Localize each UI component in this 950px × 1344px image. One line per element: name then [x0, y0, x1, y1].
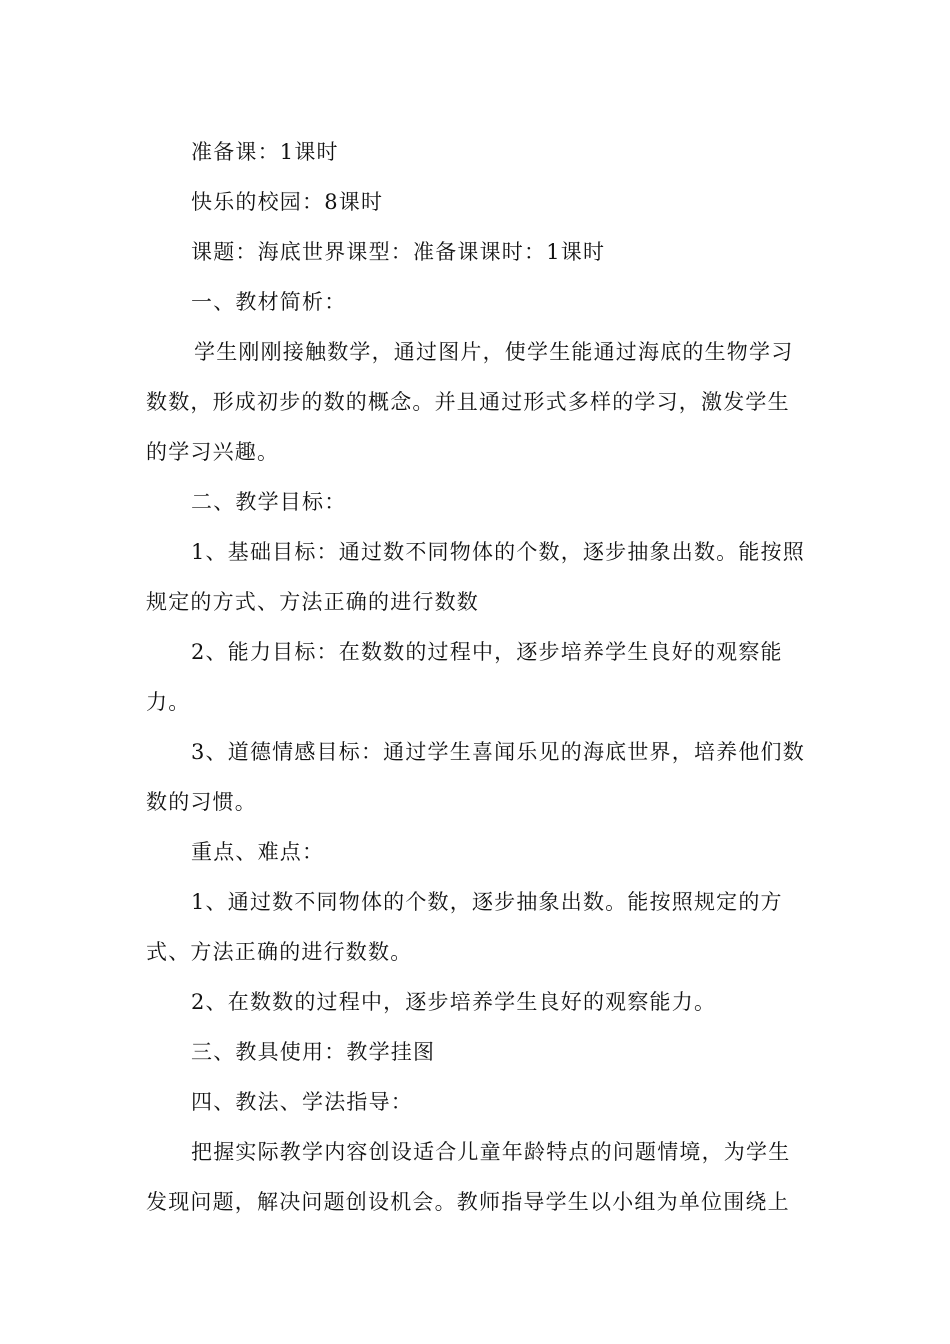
text-line: 的学习兴趣。: [146, 440, 280, 464]
section-heading: 四、教法、学法指导：: [191, 1090, 413, 1114]
text-line: 力。: [146, 690, 191, 714]
text-line: 数数，形成初步的数的概念。并且通过形式多样的学习，激发学生: [146, 390, 790, 414]
section-heading: 二、教学目标：: [191, 490, 347, 514]
text-line: 规定的方式、方法正确的进行数数: [146, 590, 479, 614]
text-line: 1、基础目标：通过数不同物体的个数，逐步抽象出数。能按照: [191, 540, 805, 564]
text-line: 把握实际教学内容创设适合儿童年龄特点的问题情境，为学生: [191, 1140, 791, 1164]
text-line: 学生刚刚接触数学，通过图片，使学生能通过海底的生物学习: [194, 340, 794, 364]
text-line: 式、方法正确的进行数数。: [146, 940, 413, 964]
text-line: 准备课：1课时: [191, 140, 339, 164]
text-line: 3、道德情感目标：通过学生喜闻乐见的海底世界，培养他们数: [191, 740, 805, 764]
text-line: 课题：海底世界课型：准备课课时：1课时: [191, 240, 606, 264]
section-heading: 三、教具使用：教学挂图: [191, 1040, 436, 1064]
section-heading: 重点、难点：: [191, 840, 325, 864]
section-heading: 一、教材简析：: [191, 290, 347, 314]
text-line: 2、在数数的过程中，逐步培养学生良好的观察能力。: [191, 990, 717, 1014]
text-line: 发现问题，解决问题创设机会。教师指导学生以小组为单位围绕上: [146, 1190, 790, 1214]
text-line: 快乐的校园：8课时: [191, 190, 384, 214]
text-line: 1、通过数不同物体的个数，逐步抽象出数。能按照规定的方: [191, 890, 783, 914]
text-line: 2、能力目标：在数数的过程中，逐步培养学生良好的观察能: [191, 640, 783, 664]
text-line: 数的习惯。: [146, 790, 257, 814]
